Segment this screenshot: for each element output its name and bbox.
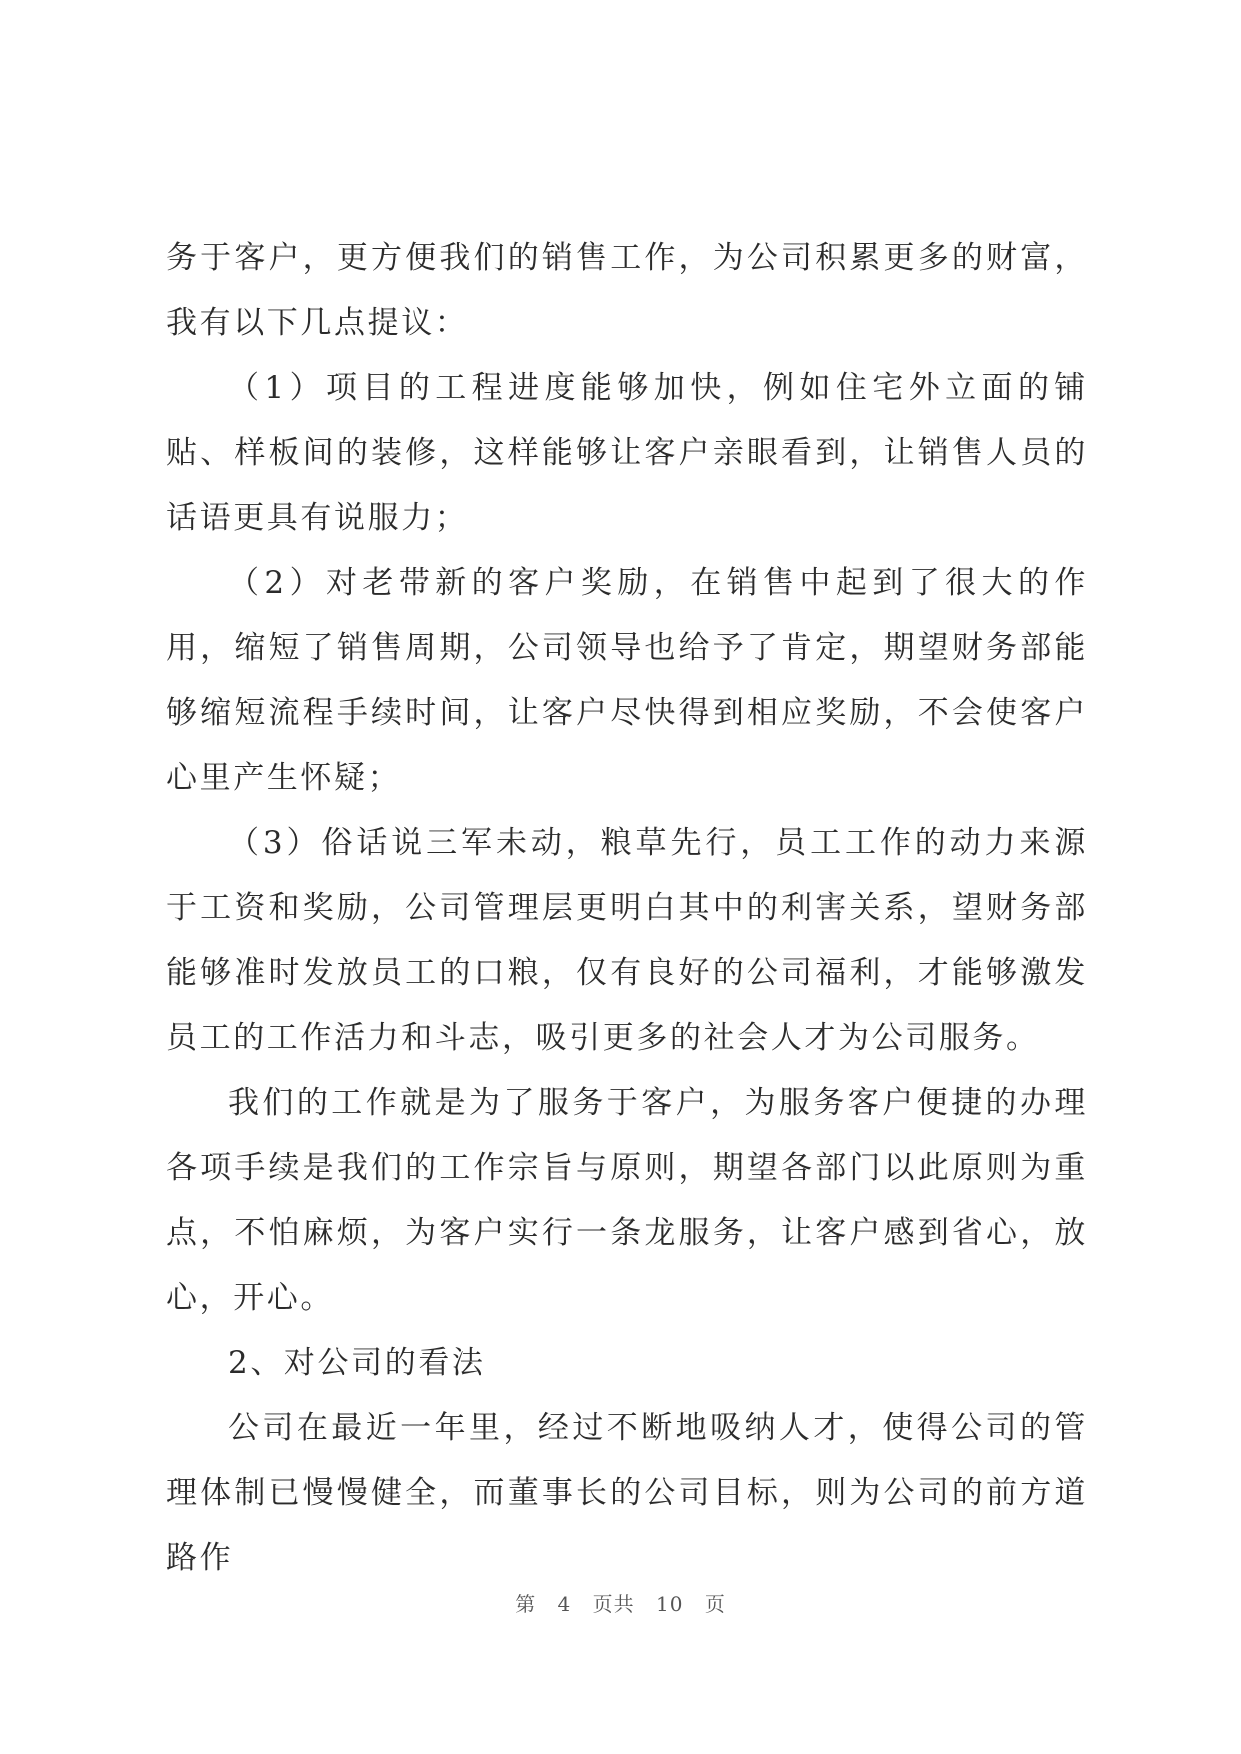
footer-middle: 页共 xyxy=(592,1592,635,1616)
paragraph-company-view: 公司在最近一年里，经过不断地吸纳人才，使得公司的管理体制已慢慢健全，而董事长的公司目标，则为公司的前方道路作 xyxy=(166,1410,1088,1576)
body-text xyxy=(166,226,1088,1591)
paragraph-continuation: 务于客户，更方便我们的销售工作，为公司积累更多的财富，我有以下几点提议： xyxy=(166,240,1088,341)
paragraph-item-3: （3）俗话说三军未动，粮草先行，员工工作的动力来源于工资和奖励，公司管理层更明白其中的利害关系，望财务部能够准时发放员工的口粮，仅有良好的公司福利，才能够激发员工的工作活力和斗志，吸引更多的社会人才为公司服务。 xyxy=(166,825,1088,1056)
page-footer xyxy=(0,1588,1241,1617)
footer-total-pages: 10 xyxy=(656,1592,684,1616)
section-heading: 2、对公司的看法 xyxy=(228,1345,486,1381)
footer-prefix: 第 xyxy=(515,1592,537,1616)
footer-suffix: 页 xyxy=(704,1592,726,1616)
footer-current-page: 4 xyxy=(557,1592,572,1616)
paragraph-service: 我们的工作就是为了服务于客户，为服务客户便捷的办理各项手续是我们的工作宗旨与原则，期望各部门以此原则为重点，不怕麻烦，为客户实行一条龙服务，让客户感到省心，放心，开心。 xyxy=(166,1085,1088,1316)
paragraph-item-1: （1）项目的工程进度能够加快，例如住宅外立面的铺贴、样板间的装修，这样能够让客户亲眼看到，让销售人员的话语更具有说服力； xyxy=(166,370,1088,536)
paragraph-item-2: （2）对老带新的客户奖励，在销售中起到了很大的作用，缩短了销售周期，公司领导也给予了肯定，期望财务部能够缩短流程手续时间，让客户尽快得到相应奖励，不会使客户心里产生怀疑； xyxy=(166,565,1088,796)
